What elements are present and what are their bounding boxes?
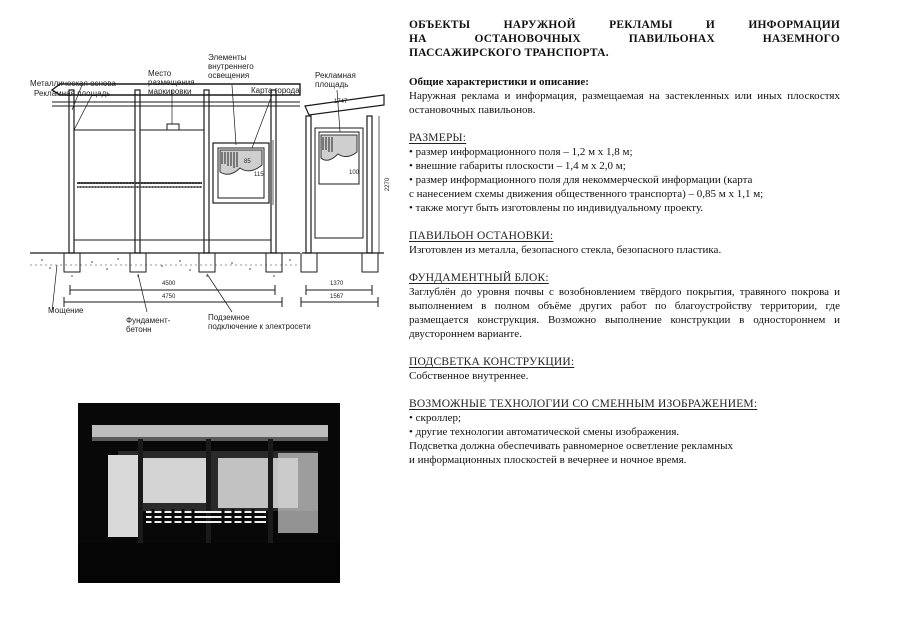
- dim-4750: 4750: [162, 294, 176, 300]
- lighting-heading: ПОДСВЕТКА КОНСТРУКЦИИ:: [409, 356, 575, 368]
- sizes-line: с нанесением схемы движения общественного транспорта) – 0,85 м х 1,1 м;: [409, 188, 764, 200]
- title-line-1: ОБЪЕКТЫ НАРУЖНОЙ РЕКЛАМЫ И ИНФОРМАЦИИ: [409, 19, 840, 31]
- general-heading: Общие характеристики и описание:: [409, 76, 589, 88]
- sizes-line: • внешние габариты плоскости – 1,4 м х 2,0 м;: [409, 160, 626, 172]
- dim-85: 85: [244, 159, 251, 165]
- foundation-text: Заглублён до уровня почвы с возобновлением твёрдого покрытия, травяного покрова и выполнением в полном объёме других работ по благоустройству территории, где размещается конструкция. Возможно выполнение конструкции в одностороннем и двустороннем варианте.: [409, 286, 840, 340]
- tech-list: [409, 411, 840, 467]
- pavilion-heading: ПАВИЛЬОН ОСТАНОВКИ:: [409, 230, 554, 242]
- tech-line: • скроллер;: [409, 412, 462, 424]
- page-title: [409, 18, 840, 60]
- lighting-text: Собственное внутреннее.: [409, 370, 529, 382]
- dim-1370: 1370: [330, 281, 344, 287]
- label-foundation-concrete: Фундамент- бетонн: [126, 316, 171, 334]
- label-marking-place: Место размещения маркировки: [148, 69, 195, 96]
- label-city-map: Карта города: [251, 86, 300, 95]
- title-line-3: ПАССАЖИРСКОГО ТРАНСПОРТА.: [409, 47, 609, 59]
- dim-115: 115: [254, 172, 264, 178]
- tech-line: • другие технологии автоматической смены изображения.: [409, 426, 680, 438]
- dim-1747: 1747: [334, 99, 348, 105]
- label-ad-area-left: Рекламная площадь: [34, 89, 111, 98]
- tech-line: Подсветка должна обеспечивать равномерное осветление рекламных: [409, 440, 733, 452]
- label-underground-connection: Подземное подключение к электросети: [208, 313, 311, 331]
- dim-2270: 2270: [385, 177, 392, 192]
- sizes-line: • размер информационного поля для некоммерческой информации (карта: [409, 174, 753, 186]
- tech-heading: ВОЗМОЖНЫЕ ТЕХНОЛОГИИ СО СМЕННЫМ ИЗОБРАЖЕНИЕМ:: [409, 398, 758, 410]
- label-ad-area-right: Рекламная площадь: [315, 71, 356, 89]
- description-text: [409, 18, 840, 467]
- label-paving: Мощение: [48, 306, 84, 315]
- sizes-line: • размер информационного поля – 1,2 м х 1,8 м;: [409, 146, 633, 158]
- dim-1567: 1567: [330, 294, 344, 300]
- sizes-heading: РАЗМЕРЫ:: [409, 132, 467, 144]
- dim-4500: 4500: [162, 281, 176, 287]
- photo-svg: [78, 403, 340, 583]
- pavilion-technical-drawing: [22, 40, 402, 350]
- dim-100: 100: [349, 170, 360, 176]
- label-internal-lighting: Элементы внутреннего освещения: [208, 53, 254, 80]
- label-metal-base: Металлическая основа: [30, 79, 116, 88]
- pavilion-text: Изготовлен из металла, безопасного стекла, безопасного пластика.: [409, 244, 722, 256]
- title-line-2: НА ОСТАНОВОЧНЫХ ПАВИЛЬОНАХ НАЗЕМНОГО: [409, 33, 840, 45]
- sizes-line: • также могут быть изготовлены по индивидуальному проекту.: [409, 202, 704, 214]
- pavilion-night-photo: [78, 403, 340, 583]
- tech-line: и информационных плоскостей в вечернее и ночное время.: [409, 454, 687, 466]
- sizes-list: [409, 145, 840, 215]
- general-text: Наружная реклама и информация, размещаемая на застекленных или иных плоскостях остановочных павильонов.: [409, 90, 840, 116]
- foundation-heading: ФУНДАМЕНТНЫЙ БЛОК:: [409, 272, 549, 284]
